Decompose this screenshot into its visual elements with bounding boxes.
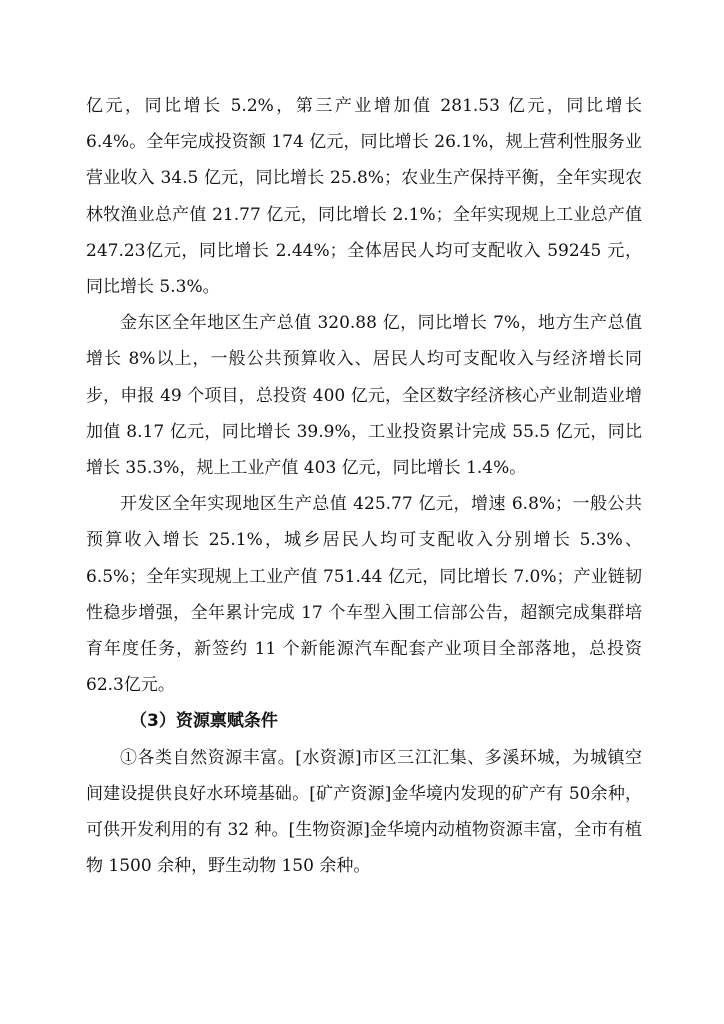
paragraph-development-zone: 开发区全年实现地区生产总值 425.77 亿元，增速 6.8%；一般公共预算收入增长 25.1%，城乡居民人均可支配收入分别增长 5.3%、6.5%；全年实现规上工业产值 751.44 亿元，同比增长 7.0%；产业链韧性稳步增强，全年累计完成 17 个车型入围工信部公告，超额完成集群培育年度任务，新签约 11 个新能源汽车配套产业项目全部落地，总投资 62.3亿元。 xyxy=(86,494,642,696)
section-heading: （3）资源禀赋条件 xyxy=(130,711,278,732)
paragraph-economy-summary: 亿元，同比增长 5.2%，第三产业增加值 281.53 亿元，同比增长 6.4%。全年完成投资额 174 亿元，同比增长 26.1%，规上营利性服务业营业收入 34.5 亿元，同比增长 25.8%；农业生产保持平衡，全年实现农林牧渔业总产值 21.77 亿元，同比增长 2.1%；全年实现规上工业总产值 247.23亿元，同比增长 2.44%；全体居民人均可支配收入 59245 元，同比增长 5.3%。 xyxy=(86,96,642,298)
document-body xyxy=(86,88,642,884)
paragraph-jindong-district: 金东区全年地区生产总值 320.88 亿，同比增长 7%，地方生产总值增长 8%以上，一般公共预算收入、居民人均可支配收入与经济增长同步，申报 49 个项目，总投资 400 亿元，全区数字经济核心产业制造业增加值 8.17 亿元，同比增长 39.9%，工业投资累计完成 55.5 亿元，同比增长 35.3%，规上工业产值 403 亿元，同比增长 1.4%。 xyxy=(86,313,642,479)
paragraph-natural-resources: ①各类自然资源丰富。[水资源]市区三江汇集、多溪环城，为城镇空间建设提供良好水环境基础。[矿产资源]金华境内发现的矿产有 50余种，可供开发利用的有 32 种。[生物资源]金华境内动植物资源丰富，全市有植物 1500 余种，野生动物 150 余种。 xyxy=(86,747,642,877)
